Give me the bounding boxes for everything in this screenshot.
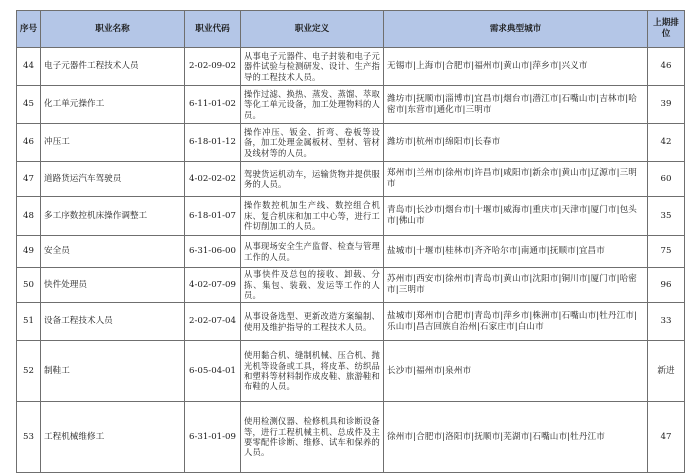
cell-code: 6-05-04-01	[185, 341, 241, 402]
cell-definition: 从事快件及总包的接收、卸载、分拣、集包、装载、发运等工作的人员。	[241, 268, 384, 303]
cell-cities: 郑州市|兰州市|徐州市|许昌市|咸阳市|新余市|黄山市|辽源市|三明市	[384, 162, 648, 197]
table-row	[17, 197, 685, 236]
table-row	[17, 48, 685, 86]
cell-definition: 从事现场安全生产监督、检查与管理工作的人员。	[241, 236, 384, 268]
cell-seq: 52	[17, 341, 41, 402]
table-row	[17, 341, 685, 402]
table-header	[17, 11, 685, 48]
cell-definition: 使用黏合机、缝制机械、压合机、抛光机等设备或工具，将皮革、纺织品和塑料等材料制作成皮鞋、旅游鞋和布鞋的人员。	[241, 341, 384, 402]
cell-prev-rank: 新进	[648, 341, 685, 402]
cell-definition: 从事设备选型、更新改造方案编制、使用及维护指导的工程技术人员。	[241, 303, 384, 341]
cell-code: 2-02-09-02	[185, 48, 241, 86]
cell-seq: 53	[17, 402, 41, 473]
cell-name: 电子元器件工程技术人员	[41, 48, 185, 86]
cell-prev-rank: 60	[648, 162, 685, 197]
cell-code: 4-02-07-09	[185, 268, 241, 303]
cell-cities: 盐城市|郑州市|合肥市|青岛市|萍乡市|株洲市|石嘴山市|牡丹江市|乐山市|昌吉回族自治州|石家庄市|白山市	[384, 303, 648, 341]
cell-prev-rank: 96	[648, 268, 685, 303]
cell-code: 6-18-01-07	[185, 197, 241, 236]
header-occupation-code: 职业代码	[185, 11, 241, 48]
table-row	[17, 162, 685, 197]
cell-code: 4-02-02-02	[185, 162, 241, 197]
cell-prev-rank: 39	[648, 86, 685, 124]
cell-prev-rank: 33	[648, 303, 685, 341]
cell-seq: 44	[17, 48, 41, 86]
cell-definition: 使用检测仪器、检修机具和诊断设备等，进行工程机械主机、总成件及主要零配件诊断、维修、试车和保养的人员。	[241, 402, 384, 473]
header-occupation-definition: 职业定义	[241, 11, 384, 48]
cell-cities: 长沙市|福州市|泉州市	[384, 341, 648, 402]
table-row	[17, 236, 685, 268]
occupation-demand-table	[16, 10, 685, 473]
cell-code: 6-31-01-09	[185, 402, 241, 473]
cell-name: 安全员	[41, 236, 185, 268]
cell-definition: 操作冲压、钣金、折弯、卷板等设备，加工处理金属板材、型材、管材及线材等的人员。	[241, 124, 384, 162]
cell-seq: 48	[17, 197, 41, 236]
cell-name: 冲压工	[41, 124, 185, 162]
cell-name: 多工序数控机床操作调整工	[41, 197, 185, 236]
table-row	[17, 124, 685, 162]
cell-name: 快件处理员	[41, 268, 185, 303]
table-row	[17, 303, 685, 341]
cell-cities: 徐州市|合肥市|洛阳市|抚顺市|芜湖市|石嘴山市|牡丹江市	[384, 402, 648, 473]
header-typical-cities: 需求典型城市	[384, 11, 648, 48]
cell-cities: 青岛市|长沙市|烟台市|十堰市|威海市|重庆市|天津市|厦门市|包头市|佛山市	[384, 197, 648, 236]
header-occupation-name: 职业名称	[41, 11, 185, 48]
cell-cities: 潍坊市|抚顺市|淄博市|宜昌市|烟台市|潜江市|石嘴山市|吉林市|哈密市|东营市|通化市|三明市	[384, 86, 648, 124]
cell-prev-rank: 35	[648, 197, 685, 236]
cell-seq: 50	[17, 268, 41, 303]
cell-cities: 苏州市|西安市|徐州市|青岛市|黄山市|沈阳市|铜川市|厦门市|哈密市|三明市	[384, 268, 648, 303]
cell-name: 工程机械维修工	[41, 402, 185, 473]
cell-definition: 操作数控机加生产线、数控组合机床、复合机床和加工中心等，进行工件切削加工的人员。	[241, 197, 384, 236]
cell-cities: 盐城市|十堰市|桂林市|齐齐哈尔市|南通市|抚顺市|宜昌市	[384, 236, 648, 268]
cell-definition: 驾驶货运机动车，运输货物并提供服务的人员。	[241, 162, 384, 197]
cell-name: 道路货运汽车驾驶员	[41, 162, 185, 197]
cell-prev-rank: 75	[648, 236, 685, 268]
cell-seq: 46	[17, 124, 41, 162]
cell-prev-rank: 46	[648, 48, 685, 86]
table-row	[17, 268, 685, 303]
cell-name: 设备工程技术人员	[41, 303, 185, 341]
cell-code: 6-18-01-12	[185, 124, 241, 162]
cell-code: 2-02-07-04	[185, 303, 241, 341]
header-seq: 序号	[17, 11, 41, 48]
cell-definition: 操作过滤、换热、蒸发、蒸馏、萃取等化工单元设备，加工处理物料的人员。	[241, 86, 384, 124]
cell-name: 制鞋工	[41, 341, 185, 402]
cell-code: 6-11-01-02	[185, 86, 241, 124]
cell-definition: 从事电子元器件、电子封装和电子元器件试验与检测研发、设计、生产指导的工程技术人员。	[241, 48, 384, 86]
cell-code: 6-31-06-00	[185, 236, 241, 268]
cell-seq: 51	[17, 303, 41, 341]
cell-seq: 47	[17, 162, 41, 197]
table-row	[17, 86, 685, 124]
cell-seq: 49	[17, 236, 41, 268]
cell-cities: 潍坊市|杭州市|绵阳市|长春市	[384, 124, 648, 162]
table-body	[17, 48, 685, 473]
header-previous-rank: 上期排位	[648, 11, 685, 48]
cell-seq: 45	[17, 86, 41, 124]
cell-name: 化工单元操作工	[41, 86, 185, 124]
cell-cities: 无锡市|上海市|合肥市|福州市|黄山市|萍乡市|兴义市	[384, 48, 648, 86]
occupation-table-container	[16, 10, 684, 473]
cell-prev-rank: 47	[648, 402, 685, 473]
table-row	[17, 402, 685, 473]
cell-prev-rank: 42	[648, 124, 685, 162]
